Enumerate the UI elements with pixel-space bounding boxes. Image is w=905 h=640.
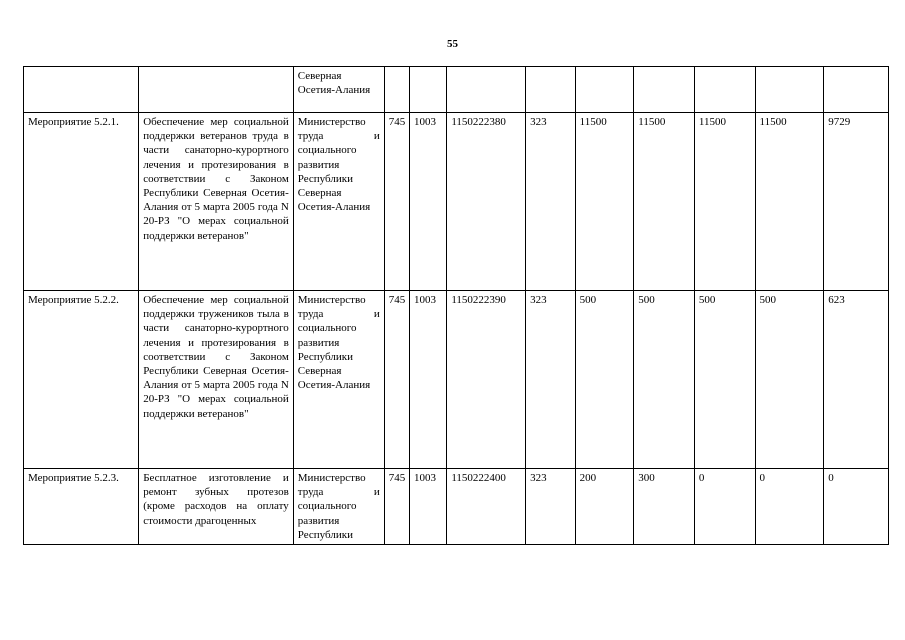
value-cell: 500: [694, 291, 755, 469]
measure-cell: Мероприятие 5.2.2.: [24, 291, 139, 469]
value-cell: 300: [634, 469, 695, 545]
code-cell: 323: [526, 291, 576, 469]
value-cell: [634, 67, 695, 113]
executor-cell: Северная Осетия-Алания: [293, 67, 384, 113]
value-cell: 0: [824, 469, 889, 545]
code-cell: 323: [526, 113, 576, 291]
value-cell: [755, 67, 824, 113]
page-number: 55: [447, 38, 458, 50]
code-cell: 745: [384, 291, 409, 469]
value-cell: [694, 67, 755, 113]
code-cell: [384, 67, 409, 113]
value-cell: 200: [575, 469, 634, 545]
value-cell: 500: [575, 291, 634, 469]
code-cell: [409, 67, 446, 113]
executor-cell: Министерство труда и социального развития Республики Северная Осетия-Алания: [293, 113, 384, 291]
value-cell: 11500: [575, 113, 634, 291]
value-cell: 500: [634, 291, 695, 469]
value-cell: 11500: [694, 113, 755, 291]
description-cell: Бесплатное изготовление и ремонт зубных протезов (кроме расходов на оплату стоимости драгоценных: [139, 469, 294, 545]
measure-cell: [24, 67, 139, 113]
value-cell: 9729: [824, 113, 889, 291]
code-cell: 1150222380: [447, 113, 526, 291]
executor-cell: Министерство труда и социального развития Республики: [293, 469, 384, 545]
code-cell: 745: [384, 113, 409, 291]
value-cell: 0: [755, 469, 824, 545]
code-cell: 323: [526, 469, 576, 545]
code-cell: [447, 67, 526, 113]
code-cell: 1003: [409, 113, 446, 291]
code-cell: 1003: [409, 291, 446, 469]
table-row: [24, 67, 889, 113]
description-cell: Обеспечение мер социальной поддержки ветеранов труда в части санаторно-курортного лечения и протезирования в соответствии с Законом Республики Северная Осетия-Алания от 5 марта 2005 года N 20-РЗ "О мерах социальной поддержки ветеранов": [139, 113, 294, 291]
code-cell: 1150222390: [447, 291, 526, 469]
value-cell: 11500: [634, 113, 695, 291]
program-measures-table: [23, 66, 889, 545]
code-cell: [526, 67, 576, 113]
table-row: [24, 113, 889, 291]
value-cell: 623: [824, 291, 889, 469]
code-cell: 1150222400: [447, 469, 526, 545]
executor-cell: Министерство труда и социального развития Республики Северная Осетия-Алания: [293, 291, 384, 469]
code-cell: 745: [384, 469, 409, 545]
value-cell: [575, 67, 634, 113]
value-cell: 0: [694, 469, 755, 545]
value-cell: [824, 67, 889, 113]
table-row: [24, 291, 889, 469]
description-cell: Обеспечение мер социальной поддержки тружеников тыла в части санаторно-курортного лечения и протезирования в соответствии с Законом Республики Северная Осетия-Алания от 5 марта 2005 года N 20-РЗ "О мерах социальной поддержки ветеранов": [139, 291, 294, 469]
measure-cell: Мероприятие 5.2.3.: [24, 469, 139, 545]
value-cell: 500: [755, 291, 824, 469]
description-cell: [139, 67, 294, 113]
code-cell: 1003: [409, 469, 446, 545]
measure-cell: Мероприятие 5.2.1.: [24, 113, 139, 291]
value-cell: 11500: [755, 113, 824, 291]
table-row: [24, 469, 889, 545]
